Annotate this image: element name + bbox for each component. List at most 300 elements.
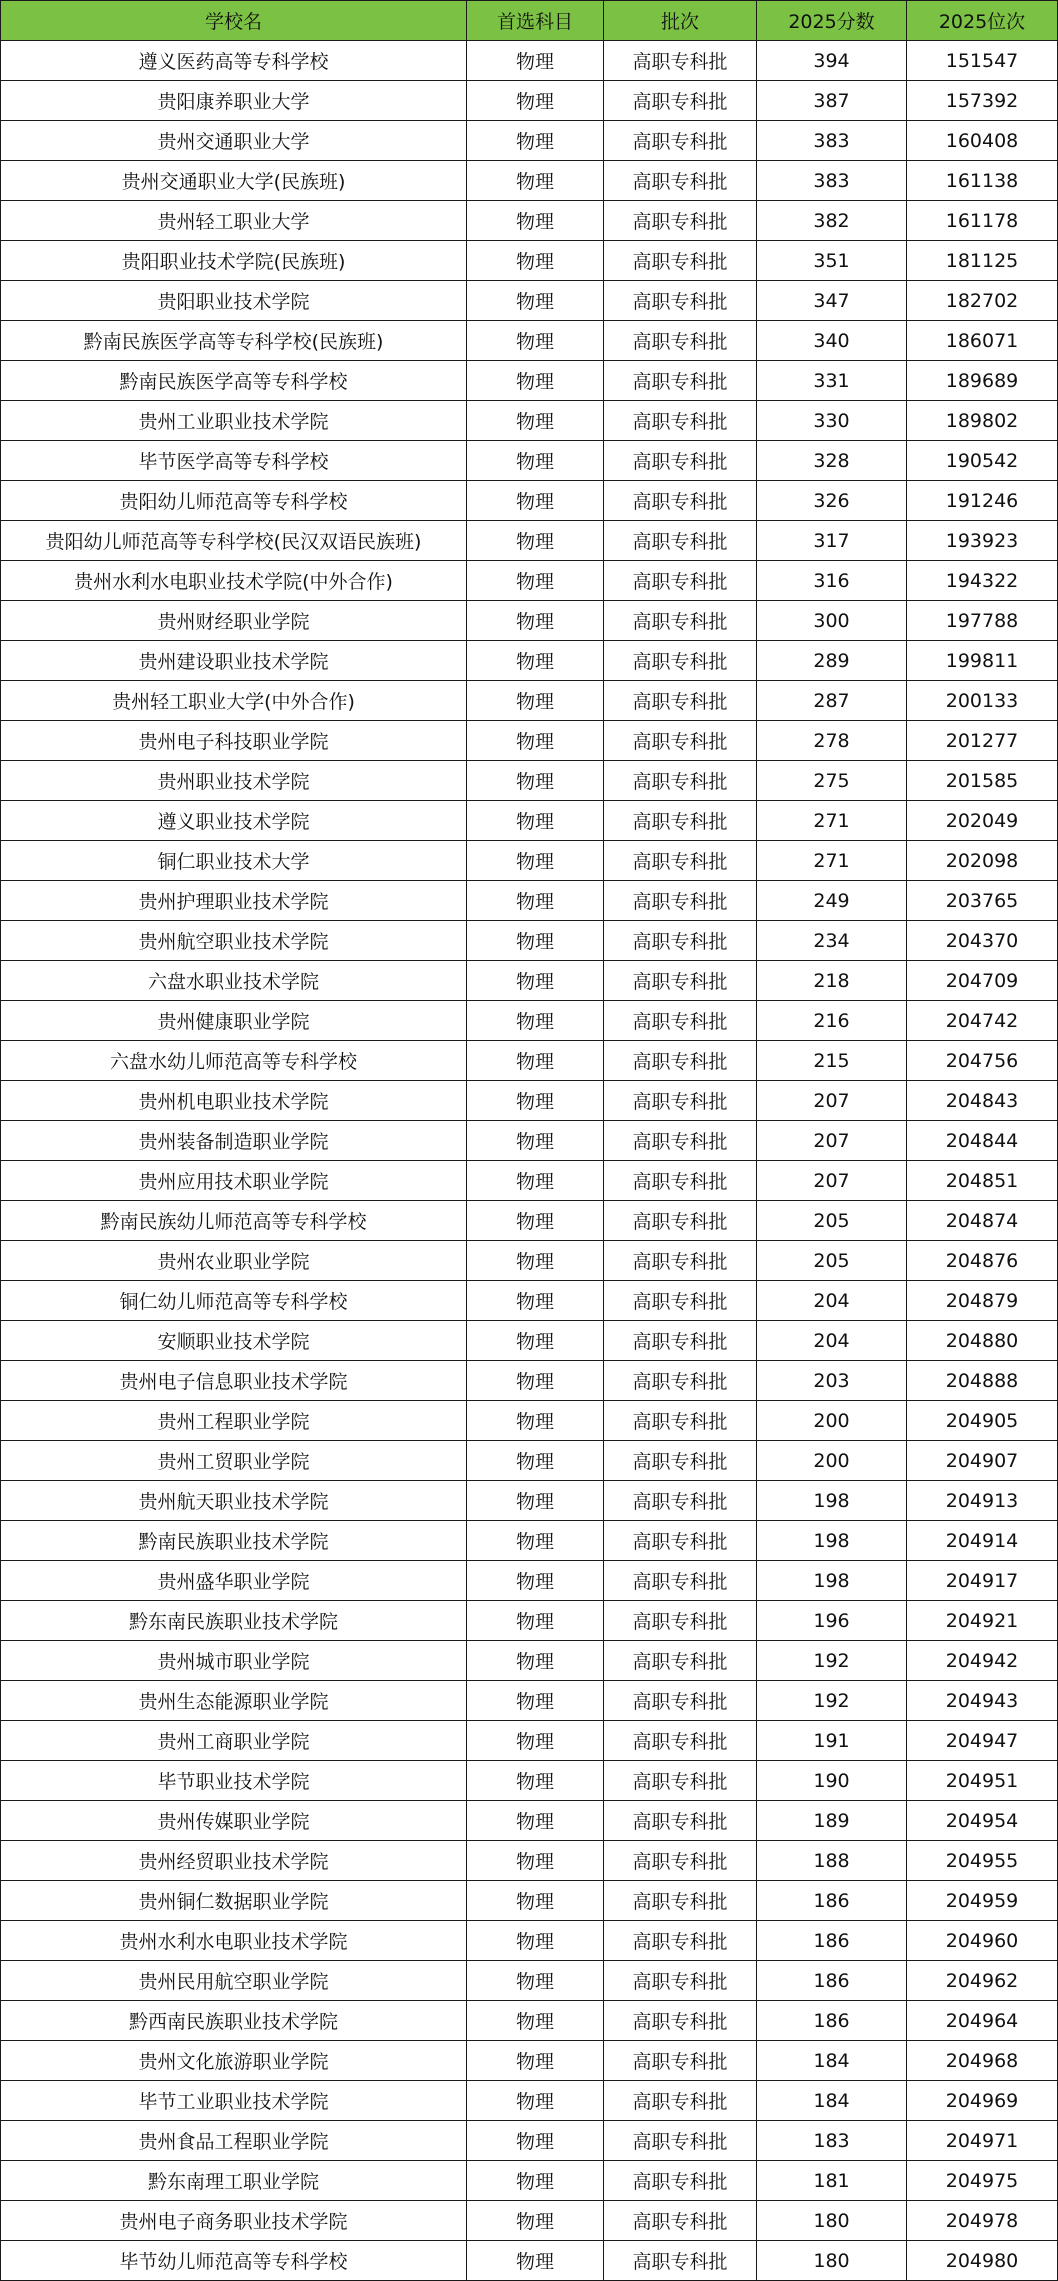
score-cell: 192 (757, 1681, 907, 1721)
rank-cell: 194322 (907, 561, 1058, 601)
score-cell: 203 (757, 1361, 907, 1401)
batch-cell: 高职专科批 (604, 441, 757, 481)
school-name-cell: 六盘水幼儿师范高等专科学校 (1, 1041, 467, 1081)
score-cell: 184 (757, 2081, 907, 2121)
subject-cell: 物理 (467, 1721, 604, 1761)
subject-cell: 物理 (467, 201, 604, 241)
school-name-cell: 贵州铜仁数据职业学院 (1, 1881, 467, 1921)
subject-cell: 物理 (467, 1001, 604, 1041)
batch-cell: 高职专科批 (604, 1881, 757, 1921)
subject-cell: 物理 (467, 761, 604, 801)
rank-cell: 161178 (907, 201, 1058, 241)
batch-cell: 高职专科批 (604, 1601, 757, 1641)
score-cell: 300 (757, 601, 907, 641)
school-name-cell: 毕节职业技术学院 (1, 1761, 467, 1801)
table-row (1, 1801, 1058, 1841)
school-name-cell: 贵州航空职业技术学院 (1, 921, 467, 961)
subject-cell: 物理 (467, 1161, 604, 1201)
rank-cell: 204942 (907, 1641, 1058, 1681)
rank-cell: 193923 (907, 521, 1058, 561)
score-cell: 207 (757, 1161, 907, 1201)
school-name-cell: 安顺职业技术学院 (1, 1321, 467, 1361)
score-cell: 382 (757, 201, 907, 241)
batch-cell: 高职专科批 (604, 1921, 757, 1961)
school-name-cell: 黔南民族医学高等专科学校(民族班) (1, 321, 467, 361)
score-cell: 180 (757, 2241, 907, 2281)
score-cell: 215 (757, 1041, 907, 1081)
subject-cell: 物理 (467, 1601, 604, 1641)
score-cell: 183 (757, 2121, 907, 2161)
rank-cell: 189689 (907, 361, 1058, 401)
subject-cell: 物理 (467, 961, 604, 1001)
rank-cell: 181125 (907, 241, 1058, 281)
table-row (1, 1881, 1058, 1921)
school-name-cell: 贵州健康职业学院 (1, 1001, 467, 1041)
rank-cell: 151547 (907, 41, 1058, 81)
subject-cell: 物理 (467, 121, 604, 161)
batch-cell: 高职专科批 (604, 1841, 757, 1881)
school-name-cell: 黔东南民族职业技术学院 (1, 1601, 467, 1641)
table-row (1, 481, 1058, 521)
subject-cell: 物理 (467, 1401, 604, 1441)
score-cell: 234 (757, 921, 907, 961)
subject-cell: 物理 (467, 601, 604, 641)
rank-cell: 182702 (907, 281, 1058, 321)
subject-cell: 物理 (467, 2241, 604, 2281)
school-name-cell: 贵州轻工职业大学 (1, 201, 467, 241)
rank-cell: 200133 (907, 681, 1058, 721)
batch-cell: 高职专科批 (604, 1001, 757, 1041)
score-cell: 216 (757, 1001, 907, 1041)
table-row (1, 1361, 1058, 1401)
score-cell: 190 (757, 1761, 907, 1801)
score-cell: 383 (757, 121, 907, 161)
rank-cell: 204917 (907, 1561, 1058, 1601)
rank-cell: 204756 (907, 1041, 1058, 1081)
table-row (1, 1401, 1058, 1441)
table-row (1, 2041, 1058, 2081)
score-cell: 188 (757, 1841, 907, 1881)
rank-cell: 157392 (907, 81, 1058, 121)
score-cell: 204 (757, 1321, 907, 1361)
batch-cell: 高职专科批 (604, 81, 757, 121)
rank-cell: 204370 (907, 921, 1058, 961)
rank-cell: 202098 (907, 841, 1058, 881)
school-name-cell: 贵州建设职业技术学院 (1, 641, 467, 681)
subject-cell: 物理 (467, 321, 604, 361)
header-rank: 2025位次 (907, 1, 1058, 41)
subject-cell: 物理 (467, 1921, 604, 1961)
subject-cell: 物理 (467, 1441, 604, 1481)
batch-cell: 高职专科批 (604, 1521, 757, 1561)
batch-cell: 高职专科批 (604, 481, 757, 521)
batch-cell: 高职专科批 (604, 361, 757, 401)
batch-cell: 高职专科批 (604, 281, 757, 321)
table-row (1, 1161, 1058, 1201)
table-row (1, 801, 1058, 841)
subject-cell: 物理 (467, 1121, 604, 1161)
table-row (1, 721, 1058, 761)
rank-cell: 204914 (907, 1521, 1058, 1561)
batch-cell: 高职专科批 (604, 721, 757, 761)
table-row (1, 1961, 1058, 2001)
batch-cell: 高职专科批 (604, 801, 757, 841)
subject-cell: 物理 (467, 1361, 604, 1401)
score-cell: 191 (757, 1721, 907, 1761)
rank-cell: 204959 (907, 1881, 1058, 1921)
school-name-cell: 遵义医药高等专科学校 (1, 41, 467, 81)
school-name-cell: 贵州机电职业技术学院 (1, 1081, 467, 1121)
table-row (1, 2001, 1058, 2041)
batch-cell: 高职专科批 (604, 1281, 757, 1321)
subject-cell: 物理 (467, 2041, 604, 2081)
batch-cell: 高职专科批 (604, 41, 757, 81)
subject-cell: 物理 (467, 1681, 604, 1721)
rank-cell: 204954 (907, 1801, 1058, 1841)
score-cell: 192 (757, 1641, 907, 1681)
table-row (1, 961, 1058, 1001)
table-row (1, 1681, 1058, 1721)
score-cell: 196 (757, 1601, 907, 1641)
table-row (1, 521, 1058, 561)
school-name-cell: 贵州轻工职业大学(中外合作) (1, 681, 467, 721)
score-cell: 316 (757, 561, 907, 601)
table-row (1, 2161, 1058, 2201)
batch-cell: 高职专科批 (604, 2001, 757, 2041)
score-cell: 331 (757, 361, 907, 401)
rank-cell: 204980 (907, 2241, 1058, 2281)
rank-cell: 197788 (907, 601, 1058, 641)
batch-cell: 高职专科批 (604, 841, 757, 881)
score-cell: 340 (757, 321, 907, 361)
table-row (1, 241, 1058, 281)
table-row (1, 1241, 1058, 1281)
school-name-cell: 贵州工业职业技术学院 (1, 401, 467, 441)
batch-cell: 高职专科批 (604, 1081, 757, 1121)
rank-cell: 204742 (907, 1001, 1058, 1041)
batch-cell: 高职专科批 (604, 681, 757, 721)
rank-cell: 199811 (907, 641, 1058, 681)
score-cell: 198 (757, 1521, 907, 1561)
table-row (1, 1601, 1058, 1641)
batch-cell: 高职专科批 (604, 961, 757, 1001)
school-name-cell: 贵州文化旅游职业学院 (1, 2041, 467, 2081)
rank-cell: 160408 (907, 121, 1058, 161)
table-row (1, 1001, 1058, 1041)
table-row (1, 321, 1058, 361)
table-row (1, 681, 1058, 721)
table-header-row (1, 1, 1058, 41)
batch-cell: 高职专科批 (604, 401, 757, 441)
subject-cell: 物理 (467, 2081, 604, 2121)
subject-cell: 物理 (467, 921, 604, 961)
subject-cell: 物理 (467, 1761, 604, 1801)
school-name-cell: 遵义职业技术学院 (1, 801, 467, 841)
school-name-cell: 黔南民族职业技术学院 (1, 1521, 467, 1561)
school-name-cell: 贵州生态能源职业学院 (1, 1681, 467, 1721)
school-name-cell: 贵州传媒职业学院 (1, 1801, 467, 1841)
rank-cell: 204978 (907, 2201, 1058, 2241)
table-row (1, 1121, 1058, 1161)
school-name-cell: 六盘水职业技术学院 (1, 961, 467, 1001)
rank-cell: 204968 (907, 2041, 1058, 2081)
table-row (1, 921, 1058, 961)
rank-cell: 201277 (907, 721, 1058, 761)
score-cell: 271 (757, 841, 907, 881)
batch-cell: 高职专科批 (604, 1561, 757, 1601)
subject-cell: 物理 (467, 2001, 604, 2041)
table-row (1, 1041, 1058, 1081)
subject-cell: 物理 (467, 281, 604, 321)
school-name-cell: 贵州经贸职业技术学院 (1, 1841, 467, 1881)
batch-cell: 高职专科批 (604, 561, 757, 601)
table-row (1, 161, 1058, 201)
table-row (1, 361, 1058, 401)
rank-cell: 204951 (907, 1761, 1058, 1801)
score-cell: 326 (757, 481, 907, 521)
batch-cell: 高职专科批 (604, 2121, 757, 2161)
school-name-cell: 贵州农业职业学院 (1, 1241, 467, 1281)
rank-cell: 204975 (907, 2161, 1058, 2201)
table-row (1, 2201, 1058, 2241)
rank-cell: 204880 (907, 1321, 1058, 1361)
school-name-cell: 黔南民族医学高等专科学校 (1, 361, 467, 401)
rank-cell: 204844 (907, 1121, 1058, 1161)
score-cell: 186 (757, 1881, 907, 1921)
score-cell: 200 (757, 1401, 907, 1441)
score-cell: 317 (757, 521, 907, 561)
school-name-cell: 贵州工程职业学院 (1, 1401, 467, 1441)
subject-cell: 物理 (467, 1641, 604, 1681)
batch-cell: 高职专科批 (604, 201, 757, 241)
school-name-cell: 贵州护理职业技术学院 (1, 881, 467, 921)
subject-cell: 物理 (467, 561, 604, 601)
rank-cell: 204962 (907, 1961, 1058, 2001)
school-name-cell: 贵州装备制造职业学院 (1, 1121, 467, 1161)
school-name-cell: 黔南民族幼儿师范高等专科学校 (1, 1201, 467, 1241)
table-row (1, 441, 1058, 481)
batch-cell: 高职专科批 (604, 1481, 757, 1521)
rank-cell: 204947 (907, 1721, 1058, 1761)
rank-cell: 204921 (907, 1601, 1058, 1641)
score-cell: 186 (757, 2001, 907, 2041)
subject-cell: 物理 (467, 41, 604, 81)
score-cell: 198 (757, 1561, 907, 1601)
score-cell: 186 (757, 1961, 907, 2001)
rank-cell: 204851 (907, 1161, 1058, 1201)
score-cell: 347 (757, 281, 907, 321)
rank-cell: 202049 (907, 801, 1058, 841)
rank-cell: 204874 (907, 1201, 1058, 1241)
rank-cell: 191246 (907, 481, 1058, 521)
rank-cell: 204955 (907, 1841, 1058, 1881)
score-cell: 198 (757, 1481, 907, 1521)
rank-cell: 204969 (907, 2081, 1058, 2121)
table-row (1, 2081, 1058, 2121)
score-cell: 387 (757, 81, 907, 121)
table-row (1, 841, 1058, 881)
subject-cell: 物理 (467, 1961, 604, 2001)
subject-cell: 物理 (467, 1081, 604, 1121)
subject-cell: 物理 (467, 1281, 604, 1321)
batch-cell: 高职专科批 (604, 601, 757, 641)
score-cell: 394 (757, 41, 907, 81)
subject-cell: 物理 (467, 881, 604, 921)
score-cell: 383 (757, 161, 907, 201)
table-row (1, 1521, 1058, 1561)
rank-cell: 201585 (907, 761, 1058, 801)
batch-cell: 高职专科批 (604, 2081, 757, 2121)
subject-cell: 物理 (467, 521, 604, 561)
subject-cell: 物理 (467, 1041, 604, 1081)
rank-cell: 204709 (907, 961, 1058, 1001)
school-name-cell: 贵州工贸职业学院 (1, 1441, 467, 1481)
batch-cell: 高职专科批 (604, 1721, 757, 1761)
table-row (1, 1921, 1058, 1961)
school-name-cell: 贵阳职业技术学院(民族班) (1, 241, 467, 281)
school-name-cell: 贵州水利水电职业技术学院 (1, 1921, 467, 1961)
subject-cell: 物理 (467, 361, 604, 401)
table-row (1, 201, 1058, 241)
score-cell: 249 (757, 881, 907, 921)
batch-cell: 高职专科批 (604, 521, 757, 561)
school-name-cell: 贵州应用技术职业学院 (1, 1161, 467, 1201)
table-row (1, 1761, 1058, 1801)
subject-cell: 物理 (467, 1321, 604, 1361)
batch-cell: 高职专科批 (604, 1801, 757, 1841)
batch-cell: 高职专科批 (604, 641, 757, 681)
batch-cell: 高职专科批 (604, 761, 757, 801)
batch-cell: 高职专科批 (604, 2241, 757, 2281)
score-cell: 180 (757, 2201, 907, 2241)
batch-cell: 高职专科批 (604, 1641, 757, 1681)
batch-cell: 高职专科批 (604, 121, 757, 161)
school-name-cell: 贵州民用航空职业学院 (1, 1961, 467, 2001)
table-row (1, 401, 1058, 441)
table-row (1, 641, 1058, 681)
batch-cell: 高职专科批 (604, 2041, 757, 2081)
header-batch: 批次 (604, 1, 757, 41)
rank-cell: 204905 (907, 1401, 1058, 1441)
table-row (1, 881, 1058, 921)
subject-cell: 物理 (467, 721, 604, 761)
batch-cell: 高职专科批 (604, 241, 757, 281)
table-row (1, 1201, 1058, 1241)
score-cell: 287 (757, 681, 907, 721)
table-row (1, 1281, 1058, 1321)
score-cell: 189 (757, 1801, 907, 1841)
subject-cell: 物理 (467, 841, 604, 881)
rank-cell: 190542 (907, 441, 1058, 481)
subject-cell: 物理 (467, 1201, 604, 1241)
subject-cell: 物理 (467, 241, 604, 281)
table-row (1, 561, 1058, 601)
subject-cell: 物理 (467, 401, 604, 441)
subject-cell: 物理 (467, 1801, 604, 1841)
score-cell: 207 (757, 1121, 907, 1161)
rank-cell: 204879 (907, 1281, 1058, 1321)
school-name-cell: 贵州交通职业大学(民族班) (1, 161, 467, 201)
table-row (1, 1321, 1058, 1361)
batch-cell: 高职专科批 (604, 1681, 757, 1721)
batch-cell: 高职专科批 (604, 1401, 757, 1441)
score-cell: 181 (757, 2161, 907, 2201)
batch-cell: 高职专科批 (604, 881, 757, 921)
school-name-cell: 贵州电子信息职业技术学院 (1, 1361, 467, 1401)
school-name-cell: 黔西南民族职业技术学院 (1, 2001, 467, 2041)
subject-cell: 物理 (467, 801, 604, 841)
batch-cell: 高职专科批 (604, 2161, 757, 2201)
table-row (1, 121, 1058, 161)
rank-cell: 204960 (907, 1921, 1058, 1961)
school-name-cell: 贵阳幼儿师范高等专科学校 (1, 481, 467, 521)
school-name-cell: 贵州盛华职业学院 (1, 1561, 467, 1601)
score-cell: 328 (757, 441, 907, 481)
school-name-cell: 贵州水利水电职业技术学院(中外合作) (1, 561, 467, 601)
score-cell: 205 (757, 1241, 907, 1281)
school-name-cell: 贵州交通职业大学 (1, 121, 467, 161)
subject-cell: 物理 (467, 81, 604, 121)
table-row (1, 761, 1058, 801)
batch-cell: 高职专科批 (604, 1121, 757, 1161)
school-name-cell: 贵州职业技术学院 (1, 761, 467, 801)
score-cell: 205 (757, 1201, 907, 1241)
table-row (1, 1081, 1058, 1121)
score-cell: 330 (757, 401, 907, 441)
rank-cell: 186071 (907, 321, 1058, 361)
table-row (1, 1561, 1058, 1601)
school-name-cell: 贵州财经职业学院 (1, 601, 467, 641)
school-name-cell: 贵州工商职业学院 (1, 1721, 467, 1761)
subject-cell: 物理 (467, 1481, 604, 1521)
batch-cell: 高职专科批 (604, 1961, 757, 2001)
score-cell: 351 (757, 241, 907, 281)
batch-cell: 高职专科批 (604, 1241, 757, 1281)
subject-cell: 物理 (467, 441, 604, 481)
subject-cell: 物理 (467, 1241, 604, 1281)
table-row (1, 1441, 1058, 1481)
score-cell: 200 (757, 1441, 907, 1481)
school-name-cell: 贵阳职业技术学院 (1, 281, 467, 321)
subject-cell: 物理 (467, 1561, 604, 1601)
rank-cell: 161138 (907, 161, 1058, 201)
score-cell: 218 (757, 961, 907, 1001)
subject-cell: 物理 (467, 161, 604, 201)
batch-cell: 高职专科批 (604, 1201, 757, 1241)
school-name-cell: 贵州电子商务职业技术学院 (1, 2201, 467, 2241)
subject-cell: 物理 (467, 2121, 604, 2161)
table-body (1, 41, 1058, 2281)
subject-cell: 物理 (467, 481, 604, 521)
school-name-cell: 黔东南理工职业学院 (1, 2161, 467, 2201)
rank-cell: 204876 (907, 1241, 1058, 1281)
rank-cell: 203765 (907, 881, 1058, 921)
score-cell: 207 (757, 1081, 907, 1121)
subject-cell: 物理 (467, 1521, 604, 1561)
rank-cell: 204964 (907, 2001, 1058, 2041)
rank-cell: 204913 (907, 1481, 1058, 1521)
batch-cell: 高职专科批 (604, 161, 757, 201)
subject-cell: 物理 (467, 681, 604, 721)
school-name-cell: 贵州城市职业学院 (1, 1641, 467, 1681)
header-school-name: 学校名 (1, 1, 467, 41)
subject-cell: 物理 (467, 1881, 604, 1921)
subject-cell: 物理 (467, 2201, 604, 2241)
school-name-cell: 贵州食品工程职业学院 (1, 2121, 467, 2161)
table-row (1, 2121, 1058, 2161)
rank-cell: 204843 (907, 1081, 1058, 1121)
school-name-cell: 铜仁幼儿师范高等专科学校 (1, 1281, 467, 1321)
